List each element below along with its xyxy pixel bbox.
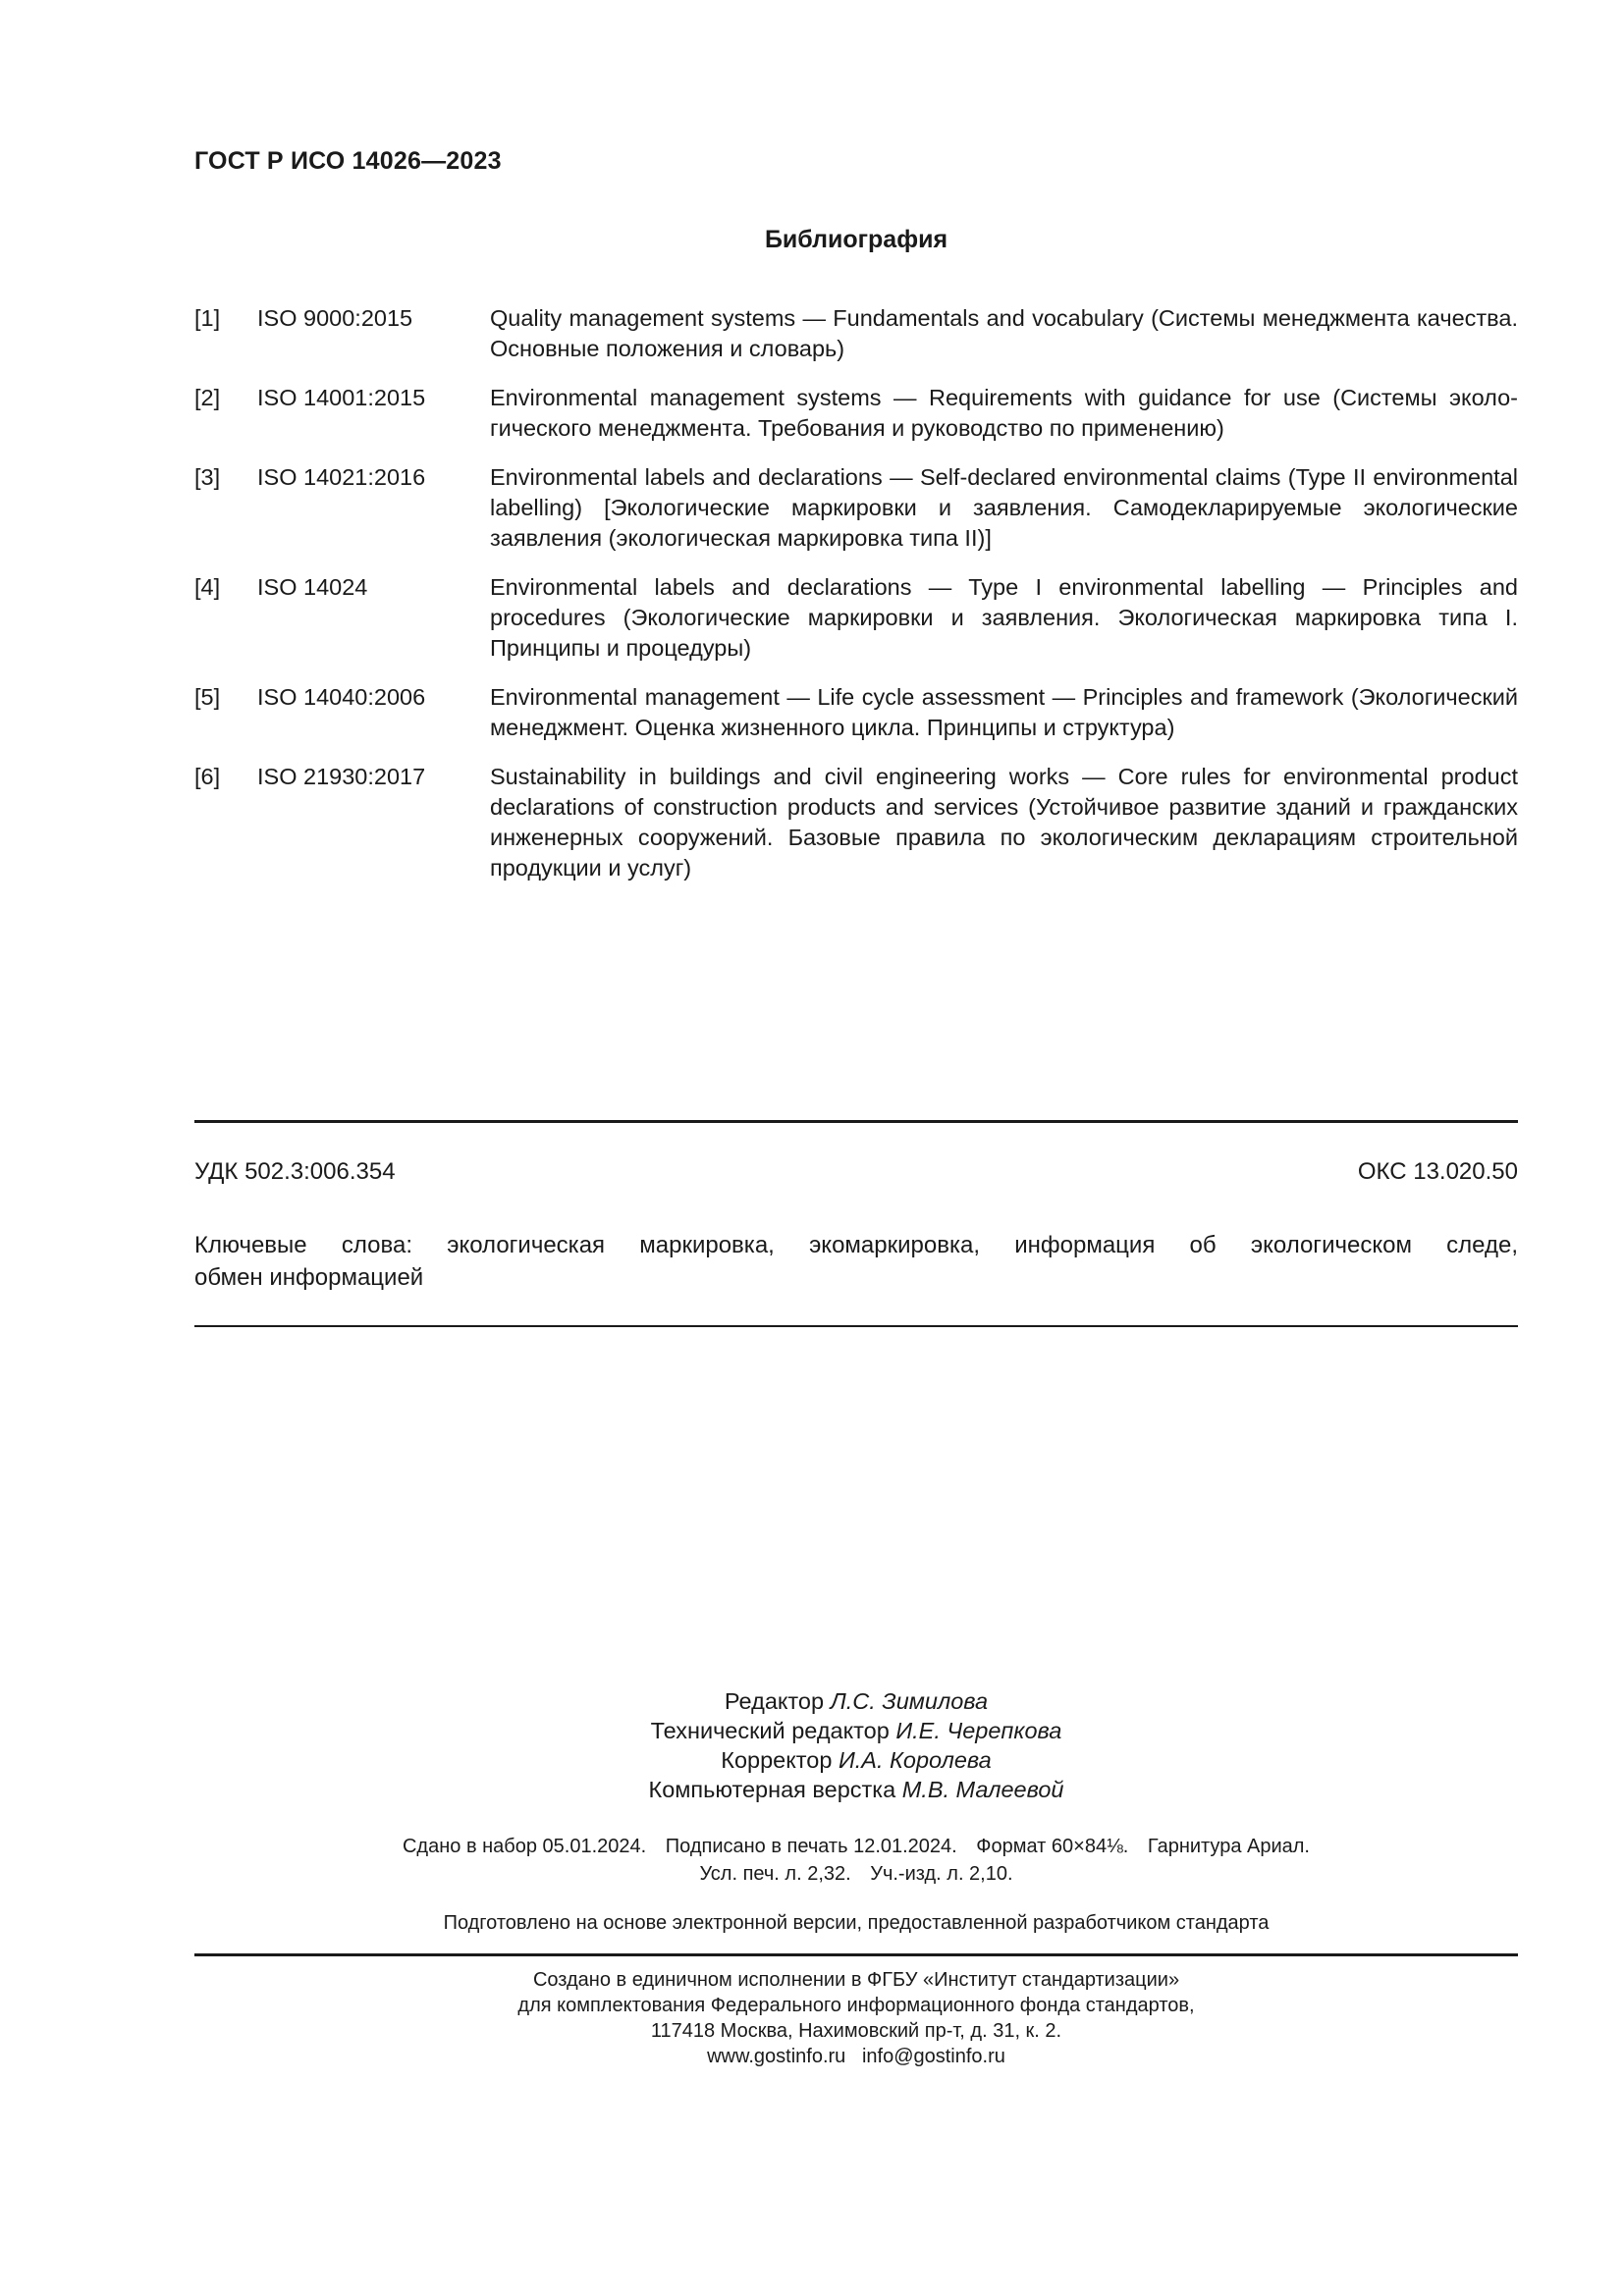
entry-number: [4] xyxy=(194,574,221,600)
email-link[interactable]: info@gostinfo.ru xyxy=(861,2046,1005,2067)
entry-title: Environmental labels and declarations — Type I environmental labelling — Principles and procedures (Экологические маркировки и заявления. Экологическая маркировка типа I. Принципы и процедуры) xyxy=(490,574,1518,661)
credit-name: И.Е. Черепкова xyxy=(895,1718,1062,1743)
entry-standard-code: ISO 9000:2015 xyxy=(257,305,413,331)
publisher-sheets: Уч.-изд. л. 2,10. xyxy=(870,1863,1013,1885)
created-note xyxy=(194,1967,1518,2069)
credit-name: И.А. Королева xyxy=(838,1747,992,1773)
entry-standard-code: ISO 14040:2006 xyxy=(257,684,426,710)
keywords-line-2: обмен информацией xyxy=(194,1264,424,1291)
bibliography-entry xyxy=(194,303,1518,364)
print-sheets: Усл. печ. л. 2,32. xyxy=(699,1863,851,1885)
entry-number: [2] xyxy=(194,385,221,410)
entry-standard-code: ISO 21930:2017 xyxy=(257,764,426,789)
entry-number: [5] xyxy=(194,684,221,710)
typeface: Гарнитура Ариал. xyxy=(1147,1836,1310,1857)
print-info-block xyxy=(194,1833,1518,1888)
credit-role: Корректор xyxy=(721,1747,833,1773)
credit-line xyxy=(194,1775,1518,1804)
bibliography-title: Библиография xyxy=(764,226,948,253)
credit-role: Технический редактор xyxy=(650,1718,890,1743)
entry-title: Environmental labels and declarations — Self-declared environmental claims (Type II environmental labelling) [Экологические маркировки и заявления. Самодекларируемые экологические заявления (экологическая маркировка типа II)] xyxy=(490,464,1518,551)
entry-number: [3] xyxy=(194,464,221,490)
credit-role: Редактор xyxy=(724,1688,825,1714)
entry-title: Sustainability in buildings and civil engineering works — Core rules for environmental product declarations of construction products and services (Устойчивое развитие зданий и гражданских инженерных сооружений. Базовые правила по экологическим декларациям строительной продукции и услуг) xyxy=(490,764,1518,881)
credit-line xyxy=(194,1716,1518,1745)
bibliography-list xyxy=(194,303,1518,902)
created-line-1: Создано в единичном исполнении в ФГБУ «Институт стандартизации» xyxy=(532,1969,1180,1991)
standard-code-header: ГОСТ Р ИСО 14026—2023 xyxy=(194,147,502,175)
entry-standard-code: ISO 14021:2016 xyxy=(257,464,426,490)
credit-name: М.В. Малеевой xyxy=(901,1777,1064,1802)
credit-line xyxy=(194,1745,1518,1775)
print-info-line-2 xyxy=(194,1860,1518,1888)
bibliography-entry xyxy=(194,762,1518,883)
credit-line xyxy=(194,1686,1518,1716)
udk-code: УДК 502.3:006.354 xyxy=(194,1158,396,1185)
entry-title: Environmental management systems — Requirements with guidance for use (Системы экологического менеджмента. Требования и руководство по применению) xyxy=(490,385,1518,441)
entry-title: Quality management systems — Fundamentals and vocabulary (Системы менеджмента качества. Основные положения и словарь) xyxy=(490,305,1518,361)
created-line-3: 117418 Москва, Нахимовский пр-т, д. 31, к. 2. xyxy=(650,2020,1062,2042)
credits-block xyxy=(194,1686,1518,1804)
keywords-line-1: Ключевые слова: экологическая маркировка, экомаркировка, информация об экологическом следе, xyxy=(194,1232,1518,1258)
bibliography-entry xyxy=(194,462,1518,554)
print-info-line-1 xyxy=(194,1833,1518,1860)
entry-title: Environmental management — Life cycle assessment — Principles and framework (Экологический менеджмент. Оценка жизненного цикла. Принципы и структура) xyxy=(490,684,1518,740)
bibliography-entry xyxy=(194,682,1518,743)
entry-standard-code: ISO 14001:2015 xyxy=(257,385,426,410)
entry-number: [6] xyxy=(194,764,221,789)
entry-standard-code: ISO 14024 xyxy=(257,574,368,600)
entry-number: [1] xyxy=(194,305,221,331)
paper-format: Формат 60×84⅛. xyxy=(976,1836,1129,1857)
bibliography-entry xyxy=(194,383,1518,444)
divider-middle xyxy=(194,1325,1518,1327)
prepared-note: Подготовлено на основе электронной версии, предоставленной разработчиком стандарта xyxy=(443,1912,1270,1934)
signed-date: Подписано в печать 12.01.2024. xyxy=(665,1836,957,1857)
keywords-block xyxy=(194,1229,1518,1294)
bibliography-entry xyxy=(194,572,1518,664)
divider-top xyxy=(194,1120,1518,1123)
oks-code: ОКС 13.020.50 xyxy=(1357,1158,1518,1185)
created-line-2: для комплектования Федерального информационного фонда стандартов, xyxy=(517,1995,1195,2016)
submitted-date: Сдано в набор 05.01.2024. xyxy=(402,1836,647,1857)
credit-role: Компьютерная верстка xyxy=(648,1777,896,1802)
website-link[interactable]: www.gostinfo.ru xyxy=(707,2046,846,2067)
divider-bottom xyxy=(194,1953,1518,1956)
contacts-line xyxy=(194,2044,1518,2069)
credit-name: Л.С. Зимилова xyxy=(830,1688,989,1714)
